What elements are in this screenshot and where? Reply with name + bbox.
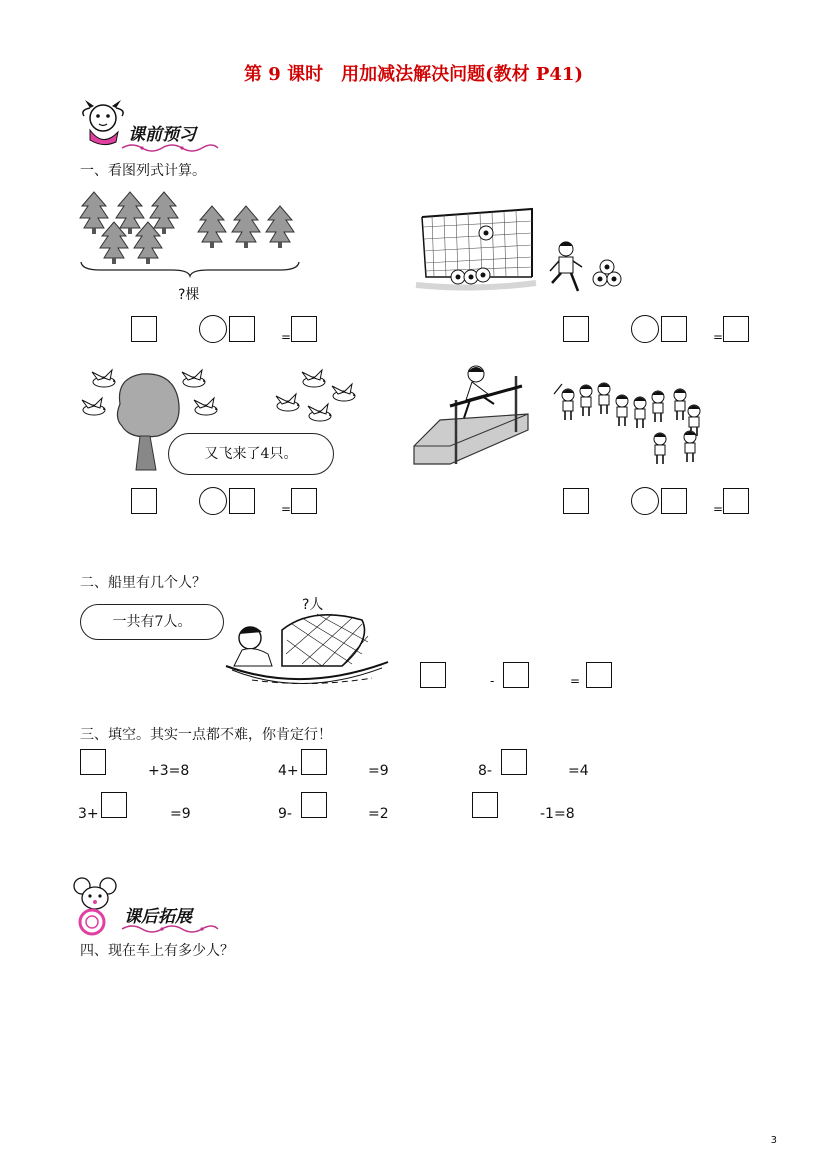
equals-sign: =: [570, 674, 581, 688]
answer-box[interactable]: [723, 488, 749, 514]
fill-blank-text: 8-: [478, 763, 492, 779]
speech-bubble: 又飞来了4只。: [168, 433, 334, 475]
page-title: 第 9 课时 用加减法解决问题(教材 P41): [244, 64, 583, 85]
speech-bubble: 一共有7人。: [80, 604, 224, 640]
answer-box[interactable]: [501, 749, 527, 775]
fill-blank-text: 9-: [278, 806, 292, 822]
operator-circle[interactable]: [631, 315, 659, 343]
answer-box[interactable]: [563, 316, 589, 342]
fill-blank-text: =4: [568, 763, 589, 779]
soccer-goal-illustration: [416, 205, 636, 297]
answer-box[interactable]: [101, 792, 127, 818]
equals-sign: =: [713, 330, 724, 344]
answer-box[interactable]: [301, 792, 327, 818]
header-underline-decoration: [120, 140, 220, 156]
answer-box[interactable]: [661, 488, 687, 514]
trees-illustration: [80, 190, 302, 276]
operator-circle[interactable]: [631, 487, 659, 515]
trees-total-label: ?棵: [178, 287, 200, 303]
equals-sign: =: [713, 502, 724, 516]
answer-box[interactable]: [472, 792, 498, 818]
equals-sign: =: [281, 330, 292, 344]
answer-box[interactable]: [291, 316, 317, 342]
answer-box[interactable]: [563, 488, 589, 514]
equals-sign: =: [281, 502, 292, 516]
answer-box[interactable]: [229, 316, 255, 342]
mouse-mascot-icon: [70, 876, 126, 938]
answer-box[interactable]: [131, 488, 157, 514]
question-4-prompt: 四、现在车上有多少人？: [80, 943, 234, 959]
boat-illustration: [222, 610, 392, 690]
minus-sign: -: [490, 674, 495, 688]
question-1-prompt: 一、看图列式计算。: [80, 163, 206, 179]
question-3-prompt: 三、填空。其实一点都不难，你肯定行！: [80, 727, 332, 743]
high-jump-illustration: [410, 360, 534, 468]
answer-box[interactable]: [503, 662, 529, 688]
header-underline-decoration: [120, 922, 220, 936]
fill-blank-text: -1=8: [540, 806, 575, 822]
answer-box[interactable]: [723, 316, 749, 342]
answer-box[interactable]: [301, 749, 327, 775]
answer-box[interactable]: [80, 749, 106, 775]
question-2-prompt: 二、船里有几个人？: [80, 575, 206, 591]
fill-blank-text: 4+: [278, 763, 299, 779]
fill-blank-text: =9: [170, 806, 191, 822]
answer-box[interactable]: [291, 488, 317, 514]
fill-blank-text: =2: [368, 806, 389, 822]
section-header-extension: 课后拓展: [124, 907, 192, 927]
operator-circle[interactable]: [199, 487, 227, 515]
answer-box[interactable]: [586, 662, 612, 688]
answer-box[interactable]: [661, 316, 687, 342]
children-group-illustration: [552, 380, 706, 476]
fill-blank-text: =9: [368, 763, 389, 779]
answer-box[interactable]: [131, 316, 157, 342]
answer-box[interactable]: [229, 488, 255, 514]
fill-blank-text: 3+: [78, 806, 99, 822]
answer-box[interactable]: [420, 662, 446, 688]
fill-blank-text: +3=8: [148, 763, 190, 779]
operator-circle[interactable]: [199, 315, 227, 343]
section-header-preview: 课前预习: [128, 125, 196, 145]
page-number: 3: [770, 1135, 777, 1146]
boat-people-label: ?人: [302, 597, 324, 613]
